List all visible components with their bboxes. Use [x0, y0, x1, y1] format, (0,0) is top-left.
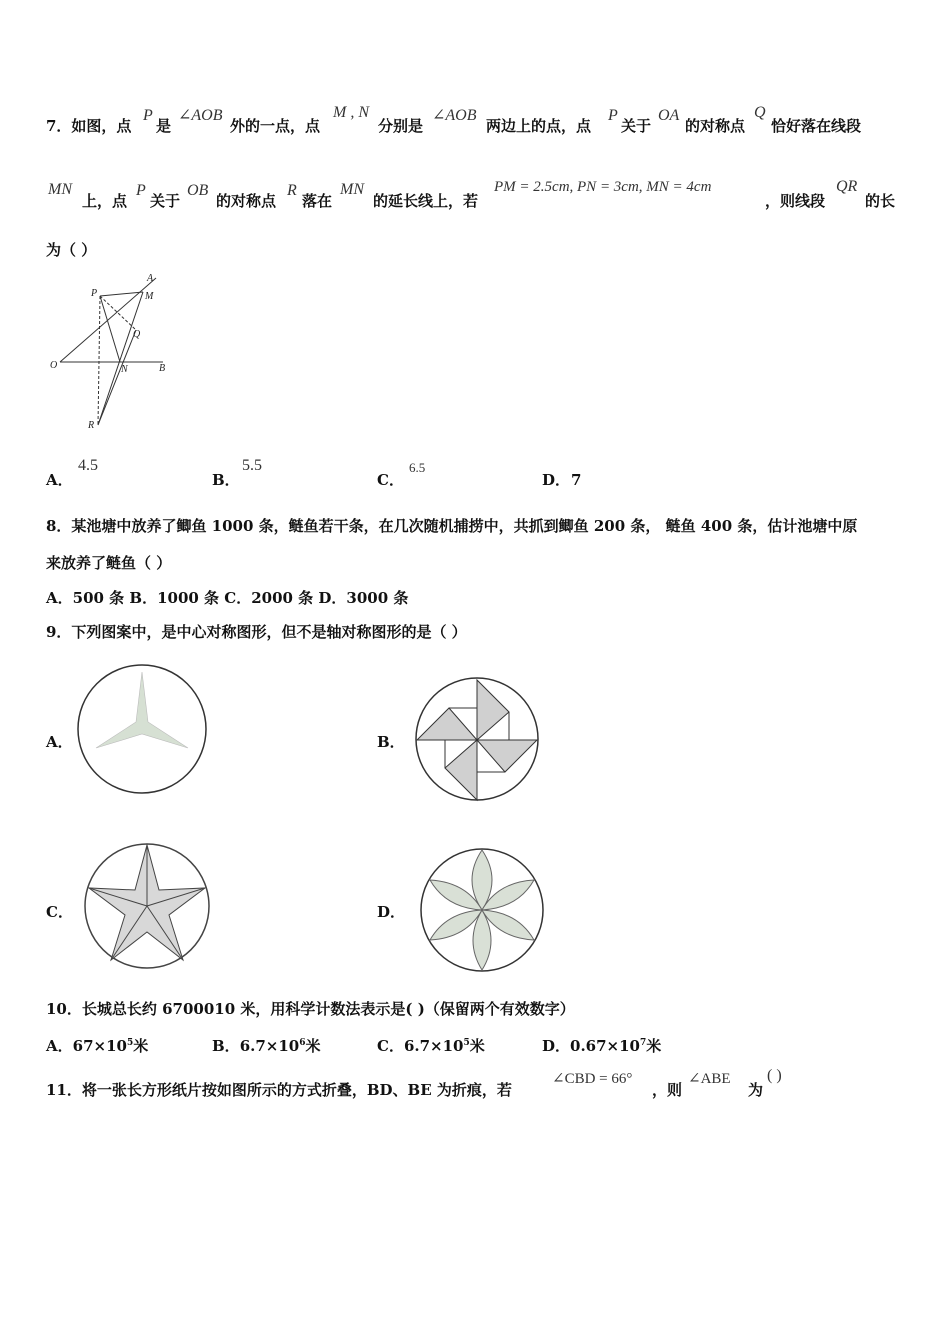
- q7-point-p-3: P: [136, 182, 146, 199]
- q11-angle-abe: ∠ABE: [688, 1071, 731, 1087]
- q9-label-c: C．: [46, 903, 73, 921]
- q7-about: 关于: [621, 117, 652, 135]
- q7-sym-point-2: 的对称点: [216, 192, 277, 210]
- label-q: Q: [133, 329, 141, 340]
- q10-option-d: D．$0.67\times 10^7$米: [542, 1037, 662, 1055]
- q9-figure-b: [416, 678, 538, 800]
- q7-line-oa: OA: [658, 107, 680, 124]
- label-r: R: [88, 420, 95, 431]
- q7-exactly: 恰好落在线段: [771, 117, 862, 135]
- q7-given-lengths: PM = 2.5cm, PN = 3cm, MN = 4cm: [494, 179, 712, 195]
- q7-segment-qr: QR: [836, 178, 858, 195]
- q7-line-ob: OB: [187, 182, 209, 199]
- q7-option-c-value: 6.5: [409, 460, 426, 475]
- q7-points-mn: M , N: [333, 104, 369, 121]
- q7-option-d-letter: D．: [542, 471, 571, 489]
- q10-option-c: C．$6.7\times 10^5$米: [377, 1037, 485, 1055]
- q7-angle-aob-2: ∠AOB: [432, 107, 477, 124]
- q7-on-point: 上，点: [82, 192, 128, 210]
- q7-two-sides: 两边上的点，点: [486, 117, 592, 135]
- q7-option-a-value: 4.5: [78, 457, 98, 474]
- q7-extension: 的延长线上，若: [373, 192, 479, 210]
- q7-point-q: Q: [754, 104, 766, 121]
- q7-point-p-2: P: [608, 107, 618, 124]
- q7-angle-aob: ∠AOB: [178, 107, 223, 124]
- q7-respectively: 分别是: [378, 117, 424, 135]
- q7-outside: 外的一点，点: [230, 117, 321, 135]
- q7-option-b-value: 5.5: [242, 457, 262, 474]
- q7-then: ，则线段: [765, 192, 826, 210]
- q7-is-paren: 为（ ）: [46, 241, 97, 259]
- q8-stem-line2: 来放养了鲢鱼（ ）: [46, 554, 172, 572]
- q9-figure-a: [78, 665, 206, 793]
- q10-option-a: A．$67\times 10^5$米: [46, 1037, 149, 1055]
- q9-figure-d: [421, 849, 543, 971]
- q7-option-b-letter: B．: [212, 471, 240, 489]
- label-o: O: [50, 360, 58, 371]
- label-a: A: [147, 273, 154, 284]
- q7-number-text: 7．如图，点: [46, 117, 132, 135]
- q10-stem: 10．长城总长约 6700010 米，用科学计数法表示是( )（保留两个有效数字）: [46, 1000, 575, 1018]
- q11-paren: ( ): [767, 1067, 782, 1084]
- q10-option-b: B．$6.7\times 10^6$米: [212, 1037, 321, 1055]
- q7-segment-mn-2: MN: [340, 181, 364, 198]
- q7-is: 是: [156, 117, 172, 135]
- q8-stem-line1: 8．某池塘中放养了鲫鱼 1000 条，鲢鱼若干条，在几次随机捕捞中，共抓到鲫鱼 200 条， 鲢鱼 400 条，估计池塘中原: [46, 517, 858, 535]
- q7-option-c-letter: C．: [377, 471, 404, 489]
- q9-label-b: B．: [377, 733, 405, 751]
- q11-stem: 11．将一张长方形纸片按如图所示的方式折叠，BD、BE 为折痕，若: [46, 1081, 512, 1099]
- q7-segment-mn: MN: [48, 181, 72, 198]
- q9-figure-c: [85, 844, 209, 968]
- q7-option-d-value: 7: [571, 471, 582, 489]
- q7-option-a-letter: A．: [46, 471, 73, 489]
- q7-sym-point: 的对称点: [685, 117, 746, 135]
- q11-angle-cbd: ∠CBD = 66°: [552, 1071, 633, 1087]
- q9-label-a: A．: [46, 733, 73, 751]
- q7-point-p: P: [143, 107, 153, 124]
- q9-label-d: D．: [377, 903, 406, 921]
- q7-falls-on: 落在: [302, 192, 333, 210]
- q8-options: A．500 条 B．1000 条 C．2000 条 D．3000 条: [46, 589, 409, 607]
- label-b: B: [159, 363, 166, 374]
- q11-then: ，则: [652, 1081, 683, 1099]
- label-m: M: [145, 291, 154, 302]
- label-p: P: [91, 288, 98, 299]
- q7-point-r: R: [287, 182, 297, 199]
- q7-about-2: 关于: [150, 192, 181, 210]
- q9-stem: 9．下列图案中，是中心对称图形，但不是轴对称图形的是（ ）: [46, 623, 467, 641]
- q11-is: 为: [748, 1081, 764, 1099]
- q7-length: 的长: [865, 192, 896, 210]
- label-n: N: [121, 364, 128, 375]
